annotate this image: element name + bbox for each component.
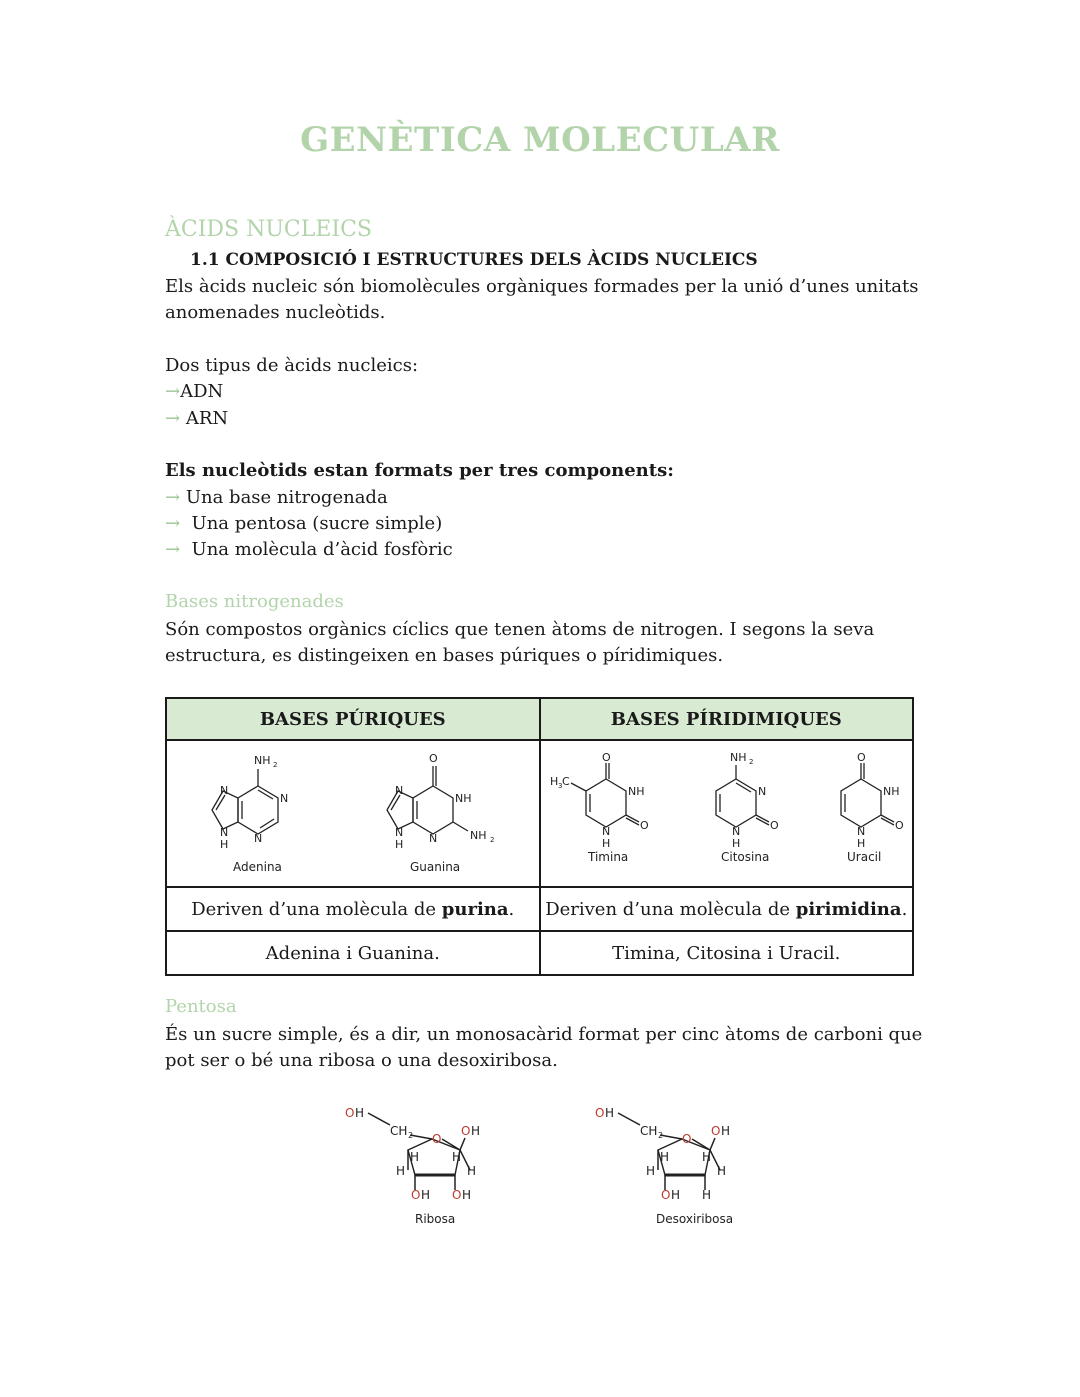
- list-item: → Una pentosa (sucre simple): [165, 513, 443, 534]
- atom-label: 2: [408, 1131, 414, 1140]
- atom-label: H: [462, 1188, 472, 1202]
- atom-label: NH: [628, 785, 645, 798]
- atom-label: O: [411, 1188, 421, 1202]
- atom-label: H: [421, 1188, 431, 1202]
- atom-label: H: [721, 1124, 731, 1138]
- atom-label: H: [471, 1124, 481, 1138]
- atom-label: N: [732, 825, 741, 838]
- atom-label: H: [452, 1150, 462, 1164]
- list-item: → Una molècula d’àcid fosfòric: [165, 539, 453, 560]
- atom-label: N: [253, 832, 262, 845]
- atom-label: H: [394, 838, 404, 851]
- header-purines: BASES PÚRIQUES: [166, 698, 540, 740]
- list-item: →ADN: [165, 381, 224, 402]
- atom-label: O: [857, 751, 866, 764]
- atom-label: N: [394, 784, 403, 797]
- arrow-icon: →: [165, 539, 181, 560]
- intro-line-2: anomenades nucleòtids.: [165, 302, 386, 323]
- atom-label: N: [857, 825, 866, 838]
- arrow-icon: →: [165, 487, 181, 508]
- atom-label: H: [467, 1164, 477, 1178]
- pyrimidine-structures-image: [541, 741, 911, 881]
- atom-label: H: [660, 1150, 670, 1164]
- atom-label: O: [640, 819, 649, 832]
- pyrimidines-structures: [540, 740, 914, 887]
- atom-label: C: [562, 775, 570, 788]
- atom-label: NH: [883, 785, 900, 798]
- atom-label: H: [732, 837, 741, 850]
- pentosa-heading: Pentosa: [165, 996, 237, 1017]
- atom-label: NH: [469, 829, 487, 842]
- intro-line-1: Els àcids nucleic són biomolècules orgàniques formades per la unió d’unes unitats: [165, 276, 919, 297]
- atom-label: O: [682, 1132, 692, 1146]
- atom-label: NH: [253, 754, 271, 767]
- atom-label: O: [428, 752, 438, 765]
- atom-label: H: [602, 837, 611, 850]
- atom-label: O: [895, 819, 904, 832]
- deoxyribose-label: Desoxiribosa: [656, 1212, 734, 1226]
- atom-label: N: [219, 826, 228, 839]
- atom-label: O: [595, 1106, 605, 1120]
- atom-label: N: [602, 825, 611, 838]
- atom-label: H: [671, 1188, 681, 1202]
- atom-label: CH: [640, 1124, 658, 1138]
- pentosa-line-2: pot ser o bé una ribosa o una desoxiribosa.: [165, 1050, 558, 1071]
- cytosine-label: Citosina: [721, 850, 770, 864]
- arrow-icon: →: [165, 381, 181, 402]
- uracil-label: Uracil: [847, 850, 882, 864]
- adenine-label: Adenina: [232, 860, 282, 874]
- guanine-label: Guanina: [409, 860, 460, 874]
- atom-label: H: [219, 838, 229, 851]
- types-label: Dos tipus de àcids nucleics:: [165, 355, 419, 376]
- atom-label: NH: [454, 792, 472, 805]
- atom-label: H: [646, 1164, 656, 1178]
- arrow-icon: →: [165, 513, 181, 534]
- list-item: → Una base nitrogenada: [165, 487, 388, 508]
- purine-origin-cell: Deriven d’una molècula de purina.: [166, 887, 540, 931]
- atom-label: H: [396, 1164, 406, 1178]
- atom-label: H: [702, 1188, 712, 1202]
- atom-label: N: [279, 792, 288, 805]
- bases-line-1: Són compostos orgànics cíclics que tenen àtoms de nitrogen. I segons la seva: [165, 619, 875, 640]
- atom-label: H: [410, 1150, 420, 1164]
- atom-label: N: [219, 784, 228, 797]
- bases-line-2: estructura, es distingeixen en bases púriques o píridimiques.: [165, 645, 724, 666]
- atom-label: NH: [730, 751, 747, 764]
- atom-label: H: [702, 1150, 712, 1164]
- page-title: GENÈTICA MOLECULAR: [300, 120, 780, 160]
- atom-label: O: [661, 1188, 671, 1202]
- purine-structures-image: [168, 741, 538, 881]
- atom-label: 2: [749, 758, 754, 766]
- adenine-structure: [212, 769, 278, 834]
- pyrimidine-list-cell: Timina, Citosina i Uracil.: [540, 931, 914, 975]
- atom-label: N: [758, 785, 767, 798]
- atom-label: H: [717, 1164, 727, 1178]
- atom-label: N: [394, 826, 403, 839]
- atom-label: CH: [390, 1124, 408, 1138]
- arrow-icon: →: [165, 408, 181, 429]
- thymine-label: Timina: [588, 850, 629, 864]
- atom-label: O: [602, 751, 611, 764]
- atom-label: O: [461, 1124, 471, 1138]
- header-pyrimidines: BASES PÍRIDIMIQUES: [540, 698, 914, 740]
- atom-label: O: [345, 1106, 355, 1120]
- bases-heading: Bases nitrogenades: [165, 591, 344, 612]
- atom-label: H: [550, 775, 559, 788]
- atom-label: O: [432, 1132, 442, 1146]
- atom-label: 2: [658, 1131, 664, 1140]
- atom-label: 2: [489, 836, 495, 844]
- purine-list-cell: Adenina i Guanina.: [166, 931, 540, 975]
- list-item: → ARN: [165, 408, 229, 429]
- atom-label: N: [428, 832, 437, 845]
- atom-label: O: [452, 1188, 462, 1202]
- atom-label: H: [355, 1106, 365, 1120]
- pyrimidine-origin-cell: Deriven d’una molècula de pirimidina.: [540, 887, 914, 931]
- bases-table: [165, 697, 914, 976]
- atom-label: H: [857, 837, 866, 850]
- atom-label: O: [711, 1124, 721, 1138]
- purines-structures: [166, 740, 540, 887]
- atom-label: 3: [558, 782, 563, 790]
- atom-label: 2: [272, 761, 278, 769]
- atom-label: H: [605, 1106, 615, 1120]
- subsection-heading: 1.1 COMPOSICIÓ I ESTRUCTURES DELS ÀCIDS NUCLEICS: [190, 250, 758, 270]
- sugar-structures-image: [330, 1095, 750, 1235]
- atom-label: O: [770, 819, 779, 832]
- pentosa-line-1: És un sucre simple, és a dir, un monosacàrid format per cinc àtoms de carboni que: [165, 1024, 923, 1045]
- ribose-label: Ribosa: [415, 1212, 456, 1226]
- section-heading: ÀCIDS NUCLEICS: [165, 217, 373, 242]
- components-label: Els nucleòtids estan formats per tres components:: [165, 460, 674, 481]
